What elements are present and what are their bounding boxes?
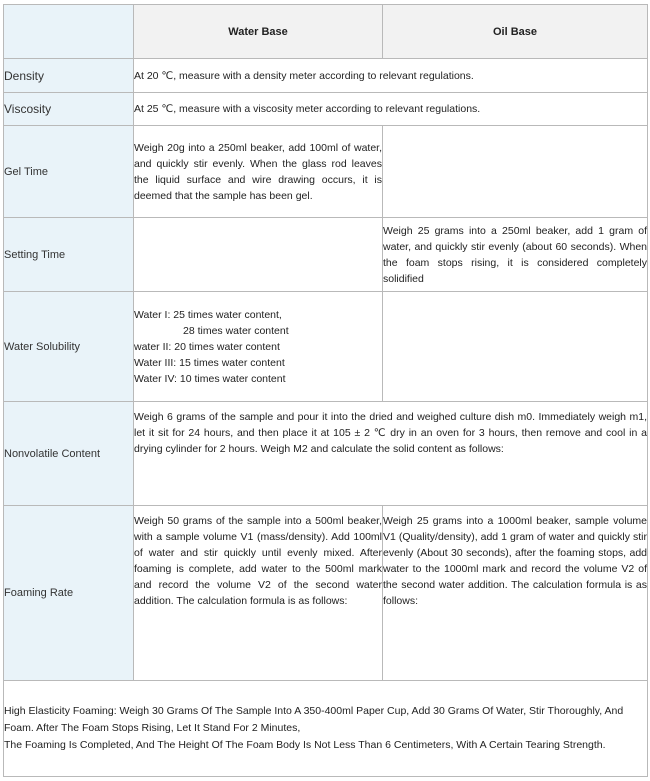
label-nonvolatile-content: Nonvolatile Content <box>4 402 134 506</box>
solubility-line: Water IV: 10 times water content <box>134 372 286 385</box>
row-water-solubility <box>4 292 648 402</box>
note-line-1: High Elasticity Foaming: Weigh 30 Grams Of The Sample Into A 350-400ml Paper Cup, Add 30 Grams Of Water, Stir Thoroughly, And Foam. After The Foam Stops Rising, Let It Stand For 2 Minutes, <box>4 705 624 734</box>
header-oil-base: Oil Base <box>383 5 648 59</box>
label-gel-time: Gel Time <box>4 126 134 218</box>
setting-time-water-text <box>134 218 383 292</box>
gel-time-oil-text <box>383 126 648 218</box>
solubility-line: Water I: 25 times water content, <box>134 308 282 321</box>
label-setting-time: Setting Time <box>4 218 134 292</box>
header-corner-cell <box>4 5 134 59</box>
solubility-line: 28 times water content <box>183 324 289 337</box>
row-density <box>4 59 648 93</box>
row-viscosity <box>4 93 648 126</box>
nonvolatile-text: Weigh 6 grams of the sample and pour it into the dried and weighed culture dish m0. Immediately weigh m1, let it sit for 24 hours, and then place it at 105 ± 2 ℃ dry in an oven for 3 hours, then remove and cool in a drying cylinder for 2 hours. Weigh M2 and calculate the solid content as follows: <box>134 402 648 506</box>
viscosity-text: At 25 ℃, measure with a viscosity meter according to relevant regulations. <box>134 93 648 126</box>
label-water-solubility: Water Solubility <box>4 292 134 402</box>
solubility-line: water II: 20 times water content <box>134 340 280 353</box>
solubility-line: Water III: 15 times water content <box>134 356 285 369</box>
row-gel-time <box>4 126 648 218</box>
setting-time-oil-text: Weigh 25 grams into a 250ml beaker, add 1 gram of water, and quickly stir evenly (about 60 seconds). When the foam stops rising, it is considered completely solidified <box>383 218 648 292</box>
row-setting-time <box>4 218 648 292</box>
high-elasticity-note <box>4 681 648 777</box>
note-line-2: The Foaming Is Completed, And The Height Of The Foam Body Is Not Less Than 6 Centimeters, With A Certain Tearing Strength. <box>4 739 606 751</box>
header-water-base: Water Base <box>134 5 383 59</box>
density-text: At 20 ℃, measure with a density meter according to relevant regulations. <box>134 59 648 93</box>
gel-time-water-text: Weigh 20g into a 250ml beaker, add 100ml of water, and quickly stir evenly. When the glass rod leaves the liquid surface and wire drawing occurs, it is deemed that the sample has been gel. <box>134 126 383 218</box>
water-solubility-water-cell <box>134 292 383 402</box>
foaming-rate-water-text: Weigh 50 grams of the sample into a 500ml beaker, with a sample volume V1 (mass/density). Add 100ml of water and stir quickly until evenly mixed. After foaming is complete, add water to the 500ml mark and record the volume V2 of the second water addition. The calculation formula is as follows: <box>134 506 383 681</box>
foaming-rate-oil-text: Weigh 25 grams into a 1000ml beaker, sample volume V1 (Quality/density), add 1 gram of water and quickly stir evenly (About 30 seconds), after the foaming stops, add water to the 1000ml mark and record the volume V2 of the second water addition. The calculation formula is as follows: <box>383 506 648 681</box>
water-solubility-oil-text <box>383 292 648 402</box>
label-foaming-rate: Foaming Rate <box>4 506 134 681</box>
label-density: Density <box>4 59 134 93</box>
row-note <box>4 681 648 777</box>
specification-table <box>3 4 648 777</box>
label-viscosity: Viscosity <box>4 93 134 126</box>
header-row <box>4 5 648 59</box>
row-foaming-rate <box>4 506 648 681</box>
row-nonvolatile-content <box>4 402 648 506</box>
